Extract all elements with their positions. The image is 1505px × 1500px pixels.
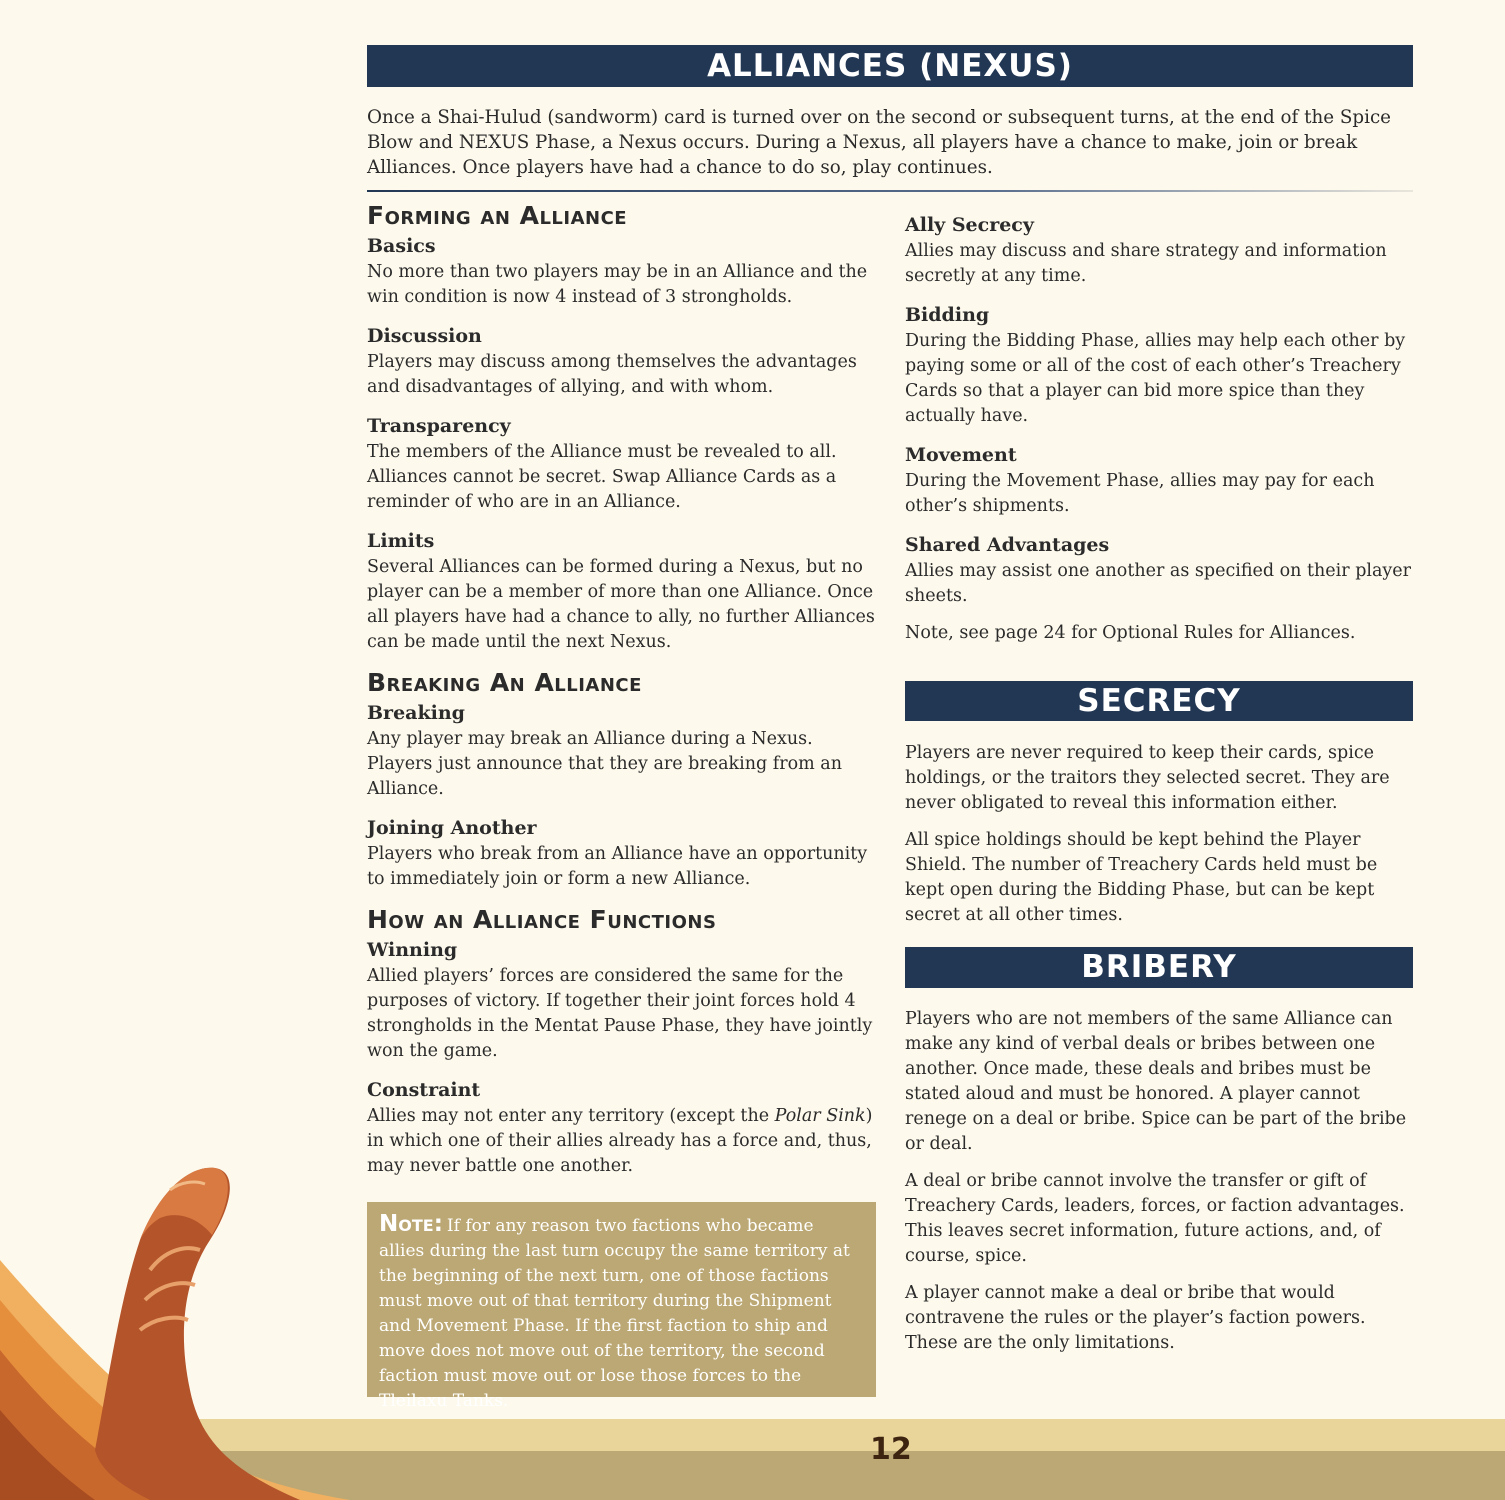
secrecy-paragraph-1: Players are never required to keep their cards, spice holdings, or the traitors they selected secret. They are never obligated to reveal this information either. — [905, 743, 1390, 813]
basics-text: No more than two players may be in an Alliance and the win condition is now 4 instead of 3 strongholds. — [367, 262, 868, 307]
bidding-heading: Bidding — [905, 304, 990, 326]
shared-advantages-heading: Shared Advantages — [905, 534, 1110, 556]
breaking-text: Any player may break an Alliance during a Nexus. Players just announce that they are breaking from an Alliance. — [367, 729, 842, 799]
transparency-text: The members of the Alliance must be revealed to all. Alliances cannot be secret. Swap Alliance Cards as a reminder of who are in an Alliance. — [367, 442, 837, 512]
movement-heading: Movement — [905, 444, 1017, 466]
bribery-title: BRIBERY — [905, 947, 1413, 988]
movement-text: During the Movement Phase, allies may pay for each other’s shipments. — [905, 471, 1375, 516]
optional-rules-note: Note, see page 24 for Optional Rules for Alliances. — [905, 623, 1356, 643]
sandworm-illustration — [0, 1150, 360, 1500]
polar-sink-term: Polar Sink — [774, 1106, 866, 1126]
intro-paragraph: Once a Shai-Hulud (sandworm) card is turned over on the second or subsequent turns, at the end of the Spice Blow and NEXUS Phase, a Nexus occurs. During a Nexus, all players have a chance to make, join or break Alliances. Once players have had a chance to do so, play continues. — [367, 107, 1391, 178]
secrecy-title: SECRECY — [905, 681, 1413, 721]
winning-text: Allied players’ forces are considered the same for the purposes of victory. If together their joint forces hold 4 strongholds in the Mentat Pause Phase, they have jointly won the game. — [367, 966, 873, 1061]
page-number: 12 — [870, 1432, 912, 1467]
discussion-text: Players may discuss among themselves the advantages and disadvantages of allying, and with whom. — [367, 352, 857, 397]
note-label: Note: — [379, 1211, 443, 1237]
note-box — [367, 1202, 876, 1411]
breaking-heading: Breaking — [367, 702, 465, 724]
limits-text: Several Alliances can be formed during a Nexus, but no player can be a member of more than one Alliance. Once all players have had a chance to ally, no further Alliances can be made until the next Nexus. — [367, 557, 875, 652]
breaking-title: Breaking An Alliance — [367, 668, 642, 697]
basics-heading: Basics — [367, 235, 436, 257]
bribery-paragraph-2: A deal or bribe cannot involve the transfer or gift of Treachery Cards, leaders, forces, or faction advantages. This leaves secret information, future actions, and, of course, spice. — [905, 1171, 1405, 1266]
limits-heading: Limits — [367, 530, 435, 552]
transparency-heading: Transparency — [367, 415, 511, 437]
forming-title: Forming an Alliance — [367, 201, 628, 230]
winning-heading: Winning — [367, 939, 458, 961]
page-title: ALLIANCES (NEXUS) — [367, 45, 1413, 87]
discussion-heading: Discussion — [367, 325, 482, 347]
constraint-heading: Constraint — [367, 1079, 481, 1101]
right-column — [905, 211, 1415, 658]
bidding-text: During the Bidding Phase, allies may help each other by paying some or all of the cost of each other’s Treachery Cards so that a player can bid more spice than they actually have. — [905, 331, 1406, 426]
ally-secrecy-text: Allies may discuss and share strategy and information secretly at any time. — [905, 241, 1387, 286]
functions-title: How an Alliance Functions — [367, 905, 717, 934]
bribery-paragraph-3: A player cannot make a deal or bribe that would contravene the rules or the player’s faction powers. These are the only limitations. — [905, 1283, 1366, 1353]
secrecy-paragraph-2: All spice holdings should be kept behind the Player Shield. The number of Treachery Cards held must be kept open during the Bidding Phase, but can be kept secret at all other times. — [905, 830, 1378, 925]
bribery-paragraph-1: Players who are not members of the same Alliance can make any kind of verbal deals or bribes between one another. Once made, these deals and bribes must be stated aloud and must be honored. A player cannot renege on a deal or bribe. Spice can be part of the bribe or deal. — [905, 1009, 1407, 1154]
divider — [367, 190, 1413, 192]
left-column — [367, 200, 877, 1191]
ally-secrecy-heading: Ally Secrecy — [905, 214, 1034, 236]
constraint-text: Allies may not enter any territory (except the Polar Sink) in which one of their allies already has a force and, thus, may never battle one another. — [367, 1106, 873, 1176]
shared-advantages-text: Allies may assist one another as specified on their player sheets. — [905, 561, 1412, 606]
joining-heading: Joining Another — [367, 817, 537, 839]
joining-text: Players who break from an Alliance have an opportunity to immediately join or form a new Alliance. — [367, 844, 868, 889]
note-text: If for any reason two factions who became allies during the last turn occupy the same territory at the beginning of the next turn, one of those factions must move out of that territory during the Shipment and Movement Phase. If the first faction to ship and move does not move out of the territory, the second faction must move out or lose those forces to the Tleilaxu Tanks. — [379, 1216, 850, 1411]
